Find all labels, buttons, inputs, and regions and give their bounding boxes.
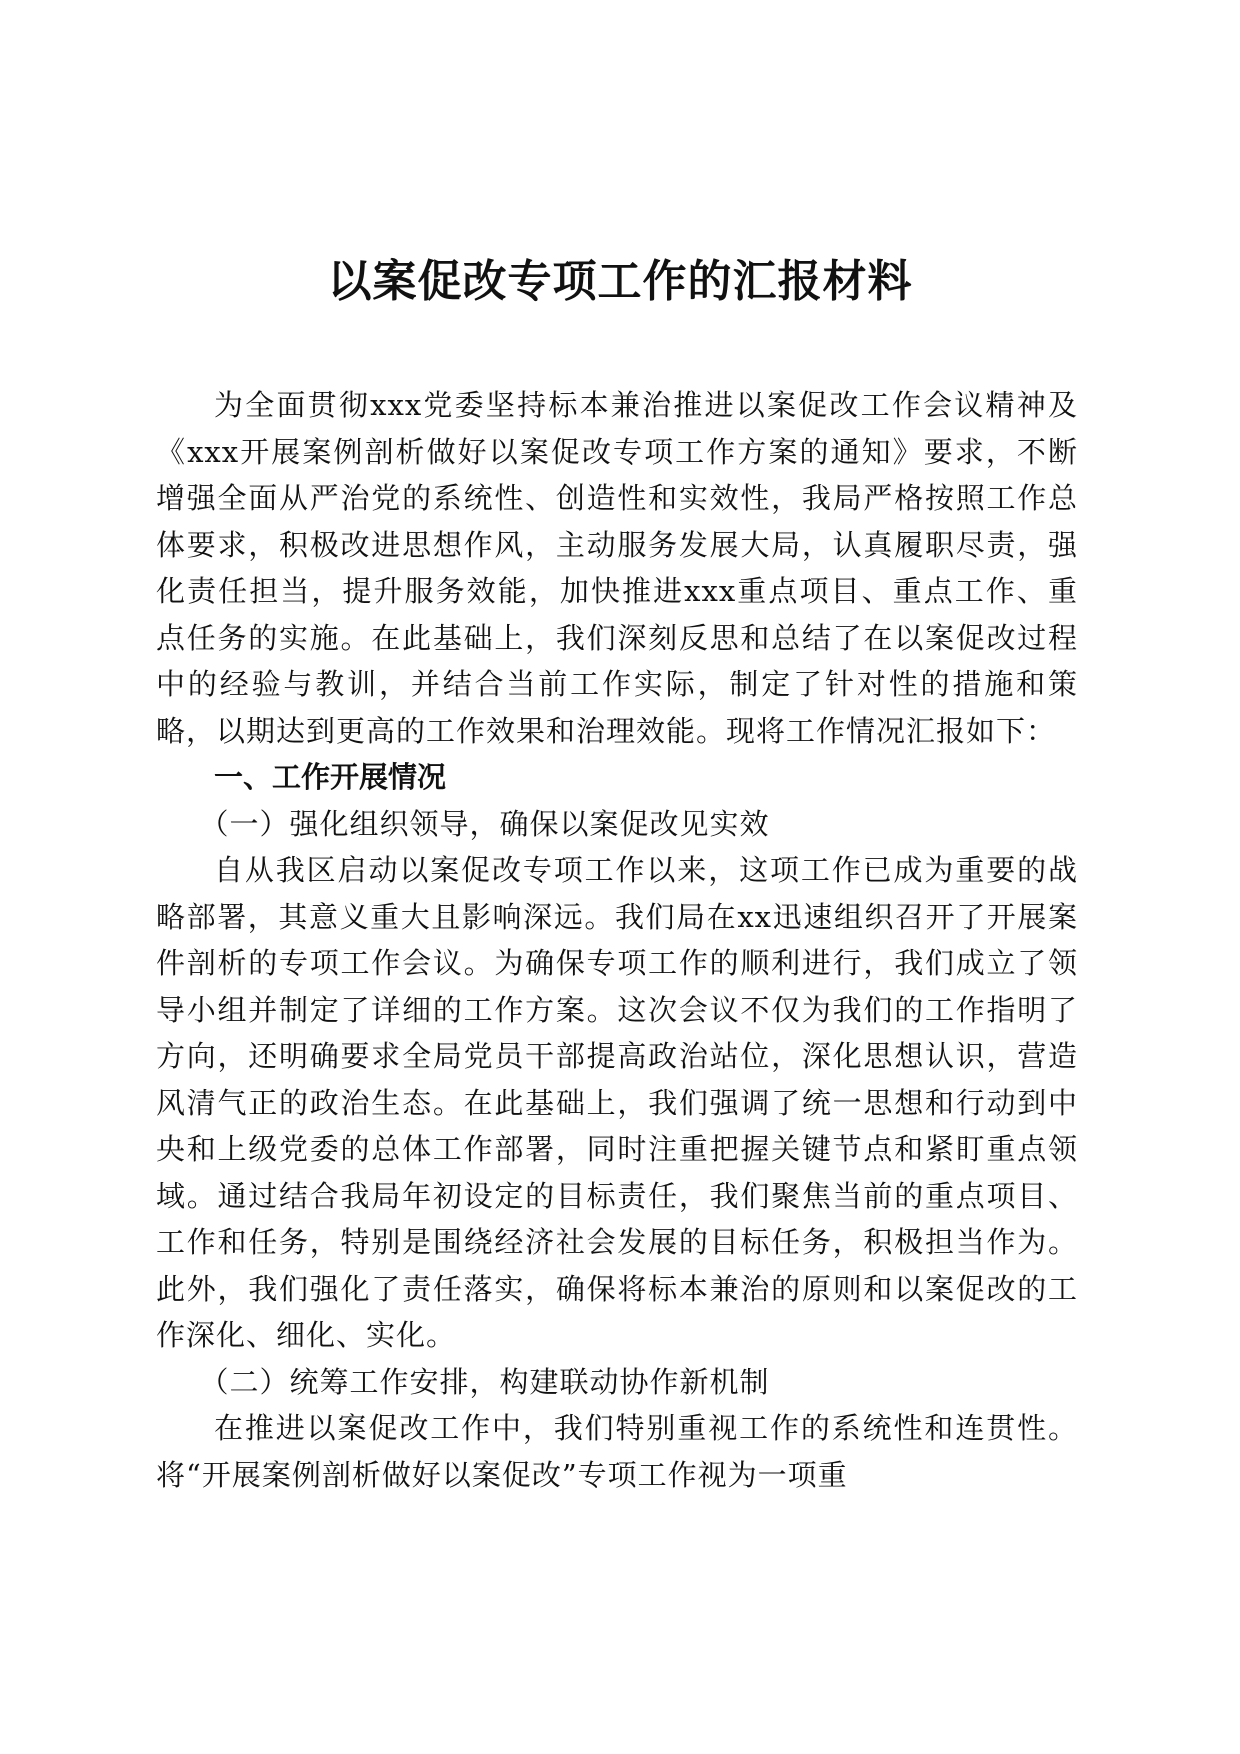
coordination-paragraph: 在推进以案促改工作中，我们特别重视工作的系统性和连贯性。将“开展案例剖析做好以案促改”专项工作视为一项重 bbox=[156, 1411, 1078, 1492]
organization-paragraph: 自从我区启动以案促改专项工作以来，这项工作已成为重要的战略部署，其意义重大且影响深远。我们局在xx迅速组织召开了开展案件剖析的专项工作会议。为确保专项工作的顺利进行，我们成立了领导小组并制定了详细的工作方案。这次会议不仅为我们的工作指明了方向，还明确要求全局党员干部提高政治站位，深化思想认识，营造风清气正的政治生态。在此基础上，我们强调了统一思想和行动到中央和上级党委的总体工作部署，同时注重把握关键节点和紧盯重点领域。通过结合我局年初设定的目标责任，我们聚焦当前的重点项目、工作和任务，特别是围绕经济社会发展的目标任务，积极担当作为。此外，我们强化了责任落实，确保将标本兼治的原则和以案促改的工作深化、细化、实化。 bbox=[156, 853, 1078, 1352]
intro-paragraph: 为全面贯彻xxx党委坚持标本兼治推进以案促改工作会议精神及《xxx开展案例剖析做好以案促改专项工作方案的通知》要求，不断增强全面从严治党的系统性、创造性和实效性，我局严格按照工作总体要求，积极改进思想作风，主动服务发展大局，认真履职尽责，强化责任担当，提升服务效能，加快推进xxx重点项目、重点工作、重点任务的实施。在此基础上，我们深刻反思和总结了在以案促改过程中的经验与教训，并结合当前工作实际，制定了针对性的措施和策略，以期达到更高的工作效果和治理效能。现将工作情况汇报如下： bbox=[156, 388, 1078, 748]
section-heading-work-status: 一、工作开展情况 bbox=[214, 760, 447, 794]
document-body bbox=[156, 382, 1078, 1498]
subsection-heading-organization: （一）强化组织领导，确保以案促改见实效 bbox=[199, 806, 770, 841]
document-title: 以案促改专项工作的汇报材料 bbox=[327, 256, 913, 307]
subsection-heading-coordination: （二）统筹工作安排，构建联动协作新机制 bbox=[199, 1364, 770, 1399]
